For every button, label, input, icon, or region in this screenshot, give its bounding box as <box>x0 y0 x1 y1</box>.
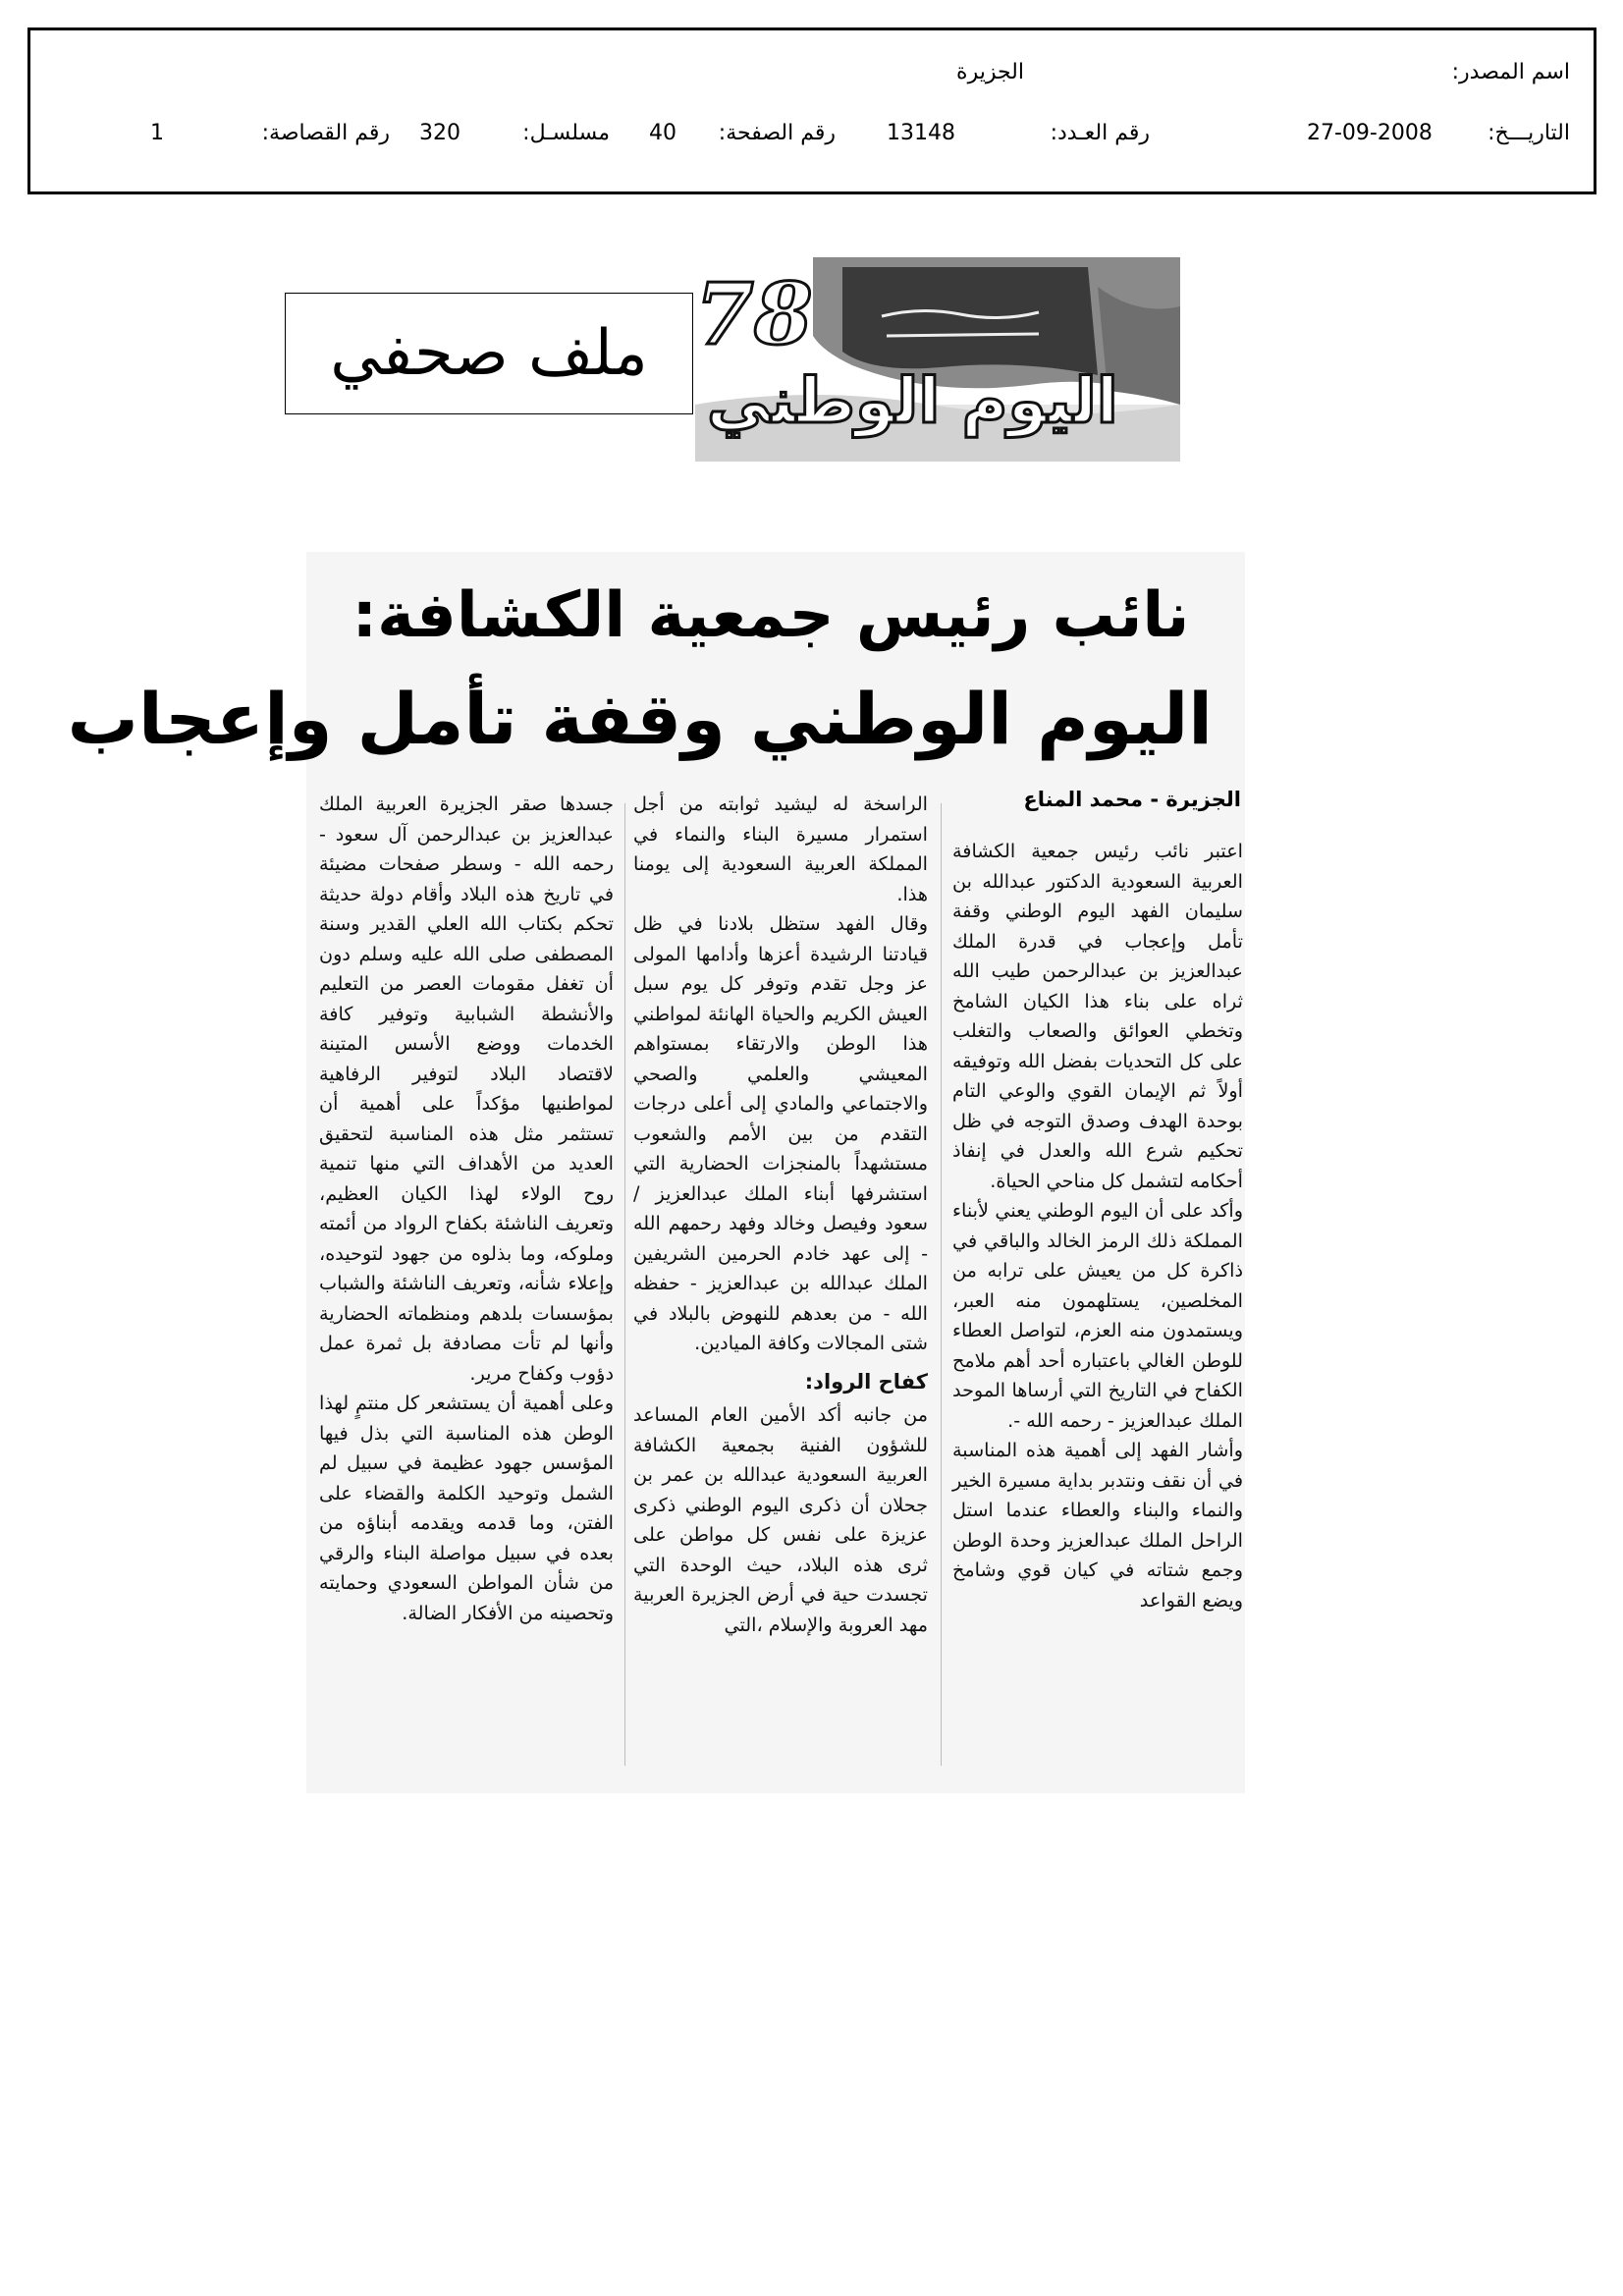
article-column-left <box>319 790 614 1628</box>
paragraph: وأشار الفهد إلى أهمية هذه المناسبة في أن نقف ونتدبر بداية مسيرة الخير والنماء والبناء والعطاء عندما استل الراحل الملك عبدالعزيز وحدة الوطن وجمع شتاته في كيان قوي وشامخ ويضع القواعد <box>952 1439 1243 1612</box>
national-day-banner <box>695 257 1180 462</box>
date-value: 27-09-2008 <box>1307 121 1433 145</box>
paragraph: وأكد على أن اليوم الوطني يعني لأبناء المملكة ذلك الرمز الخالد والباقي في ذاكرة كل من يعيش على ترابه من المخلصين، يستلهمون منه العبر، ويستمدون منه العزم، لتواصل العطاء للوطن الغالي باعتباره أحد أهم ملامح الكفاح في التاريخ التي أرساها الموحد الملك عبدالعزيز - رحمه الله -. <box>952 1199 1243 1432</box>
banner-number: 78 <box>695 265 813 364</box>
paragraph: جسدها صقر الجزيرة العربية الملك عبدالعزيز بن عبدالرحمن آل سعود - رحمه الله - وسطر صفحات مضيئة في تاريخ هذه البلاد وأقام دولة حديثة تحكم بكتاب الله العلي القدير وسنة المصطفى صلى الله عليه وسلم دون أن تغفل مقومات العصر من التعليم والأنشطة الشبابية وتوفير كافة الخدمات ووضع الأسس المتينة لاقتصاد البلاد لتوفير الرفاهية لمواطنيها مؤكداً على أهمية أن تستثمر مثل هذه المناسبة لتحقيق العديد من الأهداف التي منها تنمية روح الولاء لهذا الكيان العظيم، وتعريف الناشئة بكفاح الرواد من أئمته وملوكه، وما بذلوه من جهود لتوحيده، وإعلاء شأنه، وتعريف الناشئة والشباب بمؤسسات بلدهم ومنظماته الحضارية وأنها لم تأت مصادفة بل ثمرة عمل دؤوب وكفاح مرير. <box>319 793 614 1385</box>
column-divider <box>624 803 625 1766</box>
clip-value: 1 <box>150 121 164 145</box>
source-info-box <box>27 27 1596 194</box>
serial-label: مسلسـل: <box>522 121 610 145</box>
paragraph: الراسخة له ليشيد ثوابته من أجل استمرار مسيرة البناء والنماء في المملكة العربية السعودية إلى يومنا هذا. <box>633 793 928 905</box>
column-divider <box>941 803 942 1766</box>
article-column-middle <box>633 790 928 1640</box>
stamp-text: ملف صحفي <box>330 317 648 390</box>
source-label: اسم المصدر: <box>1451 60 1570 84</box>
byline: الجزيرة - محمد المناع <box>1023 788 1241 811</box>
clip-label: رقم القصاصة: <box>261 121 390 145</box>
paragraph: اعتبر نائب رئيس جمعية الكشافة العربية السعودية الدكتور عبدالله بن سليمان الفهد اليوم الوطني وقفة تأمل وإعجاب في قدرة الملك عبدالعزيز بن عبدالرحمن طيب الله ثراه على بناء هذا الكيان الشامخ وتخطي العوائق والصعاب والتغلب على كل التحديات بفضل الله وتوفيقه أولاً ثم الإيمان القوي والوعي التام بوحدة الهدف وصدق التوجه في ظل تحكيم شرع الله والعدل في إنفاذ أحكامه لتشمل كل مناحي الحياة. <box>952 840 1243 1192</box>
issue-label: رقم العـدد: <box>1050 121 1150 145</box>
source-value: الجزيرة <box>956 60 1024 84</box>
article-column-right <box>952 837 1243 1615</box>
press-file-stamp <box>285 293 693 414</box>
paragraph: من جانبه أكد الأمين العام المساعد للشؤون الفنية بجمعية الكشافة العربية السعودية عبدالله بن عمر بن جحلان أن ذكرى اليوم الوطني ذكرى عزيزة على نفس كل مواطن على ثرى هذه البلاد، حيث الوحدة التي تجسدت حية في أرض الجزيرة العربية مهد العروبة والإسلام ،التي <box>633 1403 928 1636</box>
date-label: التاريـــخ: <box>1488 121 1570 145</box>
issue-value: 13148 <box>887 121 955 145</box>
paragraph: وقال الفهد ستظل بلادنا في ظل قيادتنا الرشيدة أعزها وأدامها المولى عز وجل تقدم وتوفر كل يوم سبل العيش الكريم والحياة الهانئة لمواطني هذا الوطن والارتقاء بمستواهم المعيشي والعلمي والصحي والاجتماعي والمادي إلى أعلى درجات التقدم من بين الأمم والشعوب مستشهداً بالمنجزات الحضارية التي استشرفها أبناء الملك عبدالعزيز / سعود وفيصل وخالد وفهد رحمهم الله - إلى عهد خادم الحرمين الشريفين الملك عبدالله بن عبدالعزيز - حفظه الله - من بعدهم للنهوض بالبلاد في شتى المجالات وكافة الميادين. <box>633 912 928 1354</box>
serial-value: 320 <box>419 121 460 145</box>
paragraph: وعلى أهمية أن يستشعر كل منتمٍ لهذا الوطن هذه المناسبة التي بذل فيها المؤسس جهود عظيمة في سبيل لم الشمل وتوحيد الكلمة والقضاء على الفتن، وما قدمه ويقدمه أبناؤه من بعده في سبيل مواصلة البناء والرقي من شأن المواطن السعودي وحمايته وتحصينه من الأفكار الضالة. <box>319 1392 614 1624</box>
page-label: رقم الصفحة: <box>718 121 836 145</box>
headline-line-2: اليوم الوطني وقفة تأمل وإعجاب <box>67 678 1213 760</box>
headline-line-1: نائب رئيس جمعية الكشافة: <box>352 579 1190 652</box>
banner-title: اليوم الوطني <box>707 365 1118 438</box>
subheading: كفاح الرواد: <box>804 1369 928 1394</box>
page-value: 40 <box>649 121 676 145</box>
